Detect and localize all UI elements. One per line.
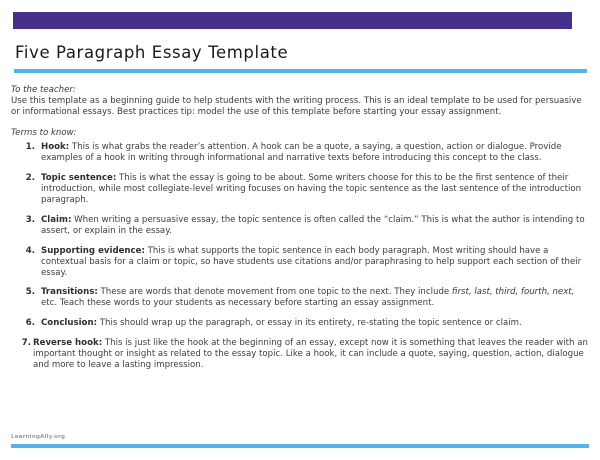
list-item-term: Reverse hook: [33, 337, 103, 348]
list-item [11, 173, 589, 206]
list-item-body: This is what the essay is going to be about. Some writers choose for this to be the first sentence of their introduction, while most collegiate-level writing focuses on having the topic sentence as the last sentence of the introduction paragraph. [41, 173, 582, 206]
footer-divider-rule [11, 444, 589, 448]
list-item-term: Supporting evidence: [41, 245, 145, 256]
terms-list [11, 142, 589, 371]
list-item-number: 1. [25, 142, 35, 153]
list-item [11, 287, 589, 309]
list-item-body: This is just like the hook at the beginning of an essay, except now it is something that leaves the reader with an important thought or insight as related to the essay topic. Like a hook, it can include a quote, saying, question, action, dialogue and more to leave a lasting impression. [33, 337, 588, 370]
list-item-term: Hook: [41, 142, 70, 153]
list-item [11, 318, 589, 329]
list-item-number: 2. [25, 173, 35, 184]
list-item-body-italic: first, last, third, fourth, next, [451, 287, 575, 298]
list-item [11, 215, 589, 237]
terms-to-know-label: Terms to know: [11, 128, 77, 139]
list-item-body: This is what grabs the reader’s attention. A hook can be a quote, a saying, a question, action or dialogue. Provide examples of a hook in writing through informational and narrative texts before introducing this concept to the class. [41, 142, 562, 164]
list-item [11, 142, 589, 164]
list-item [11, 246, 589, 279]
list-item-body: This should wrap up the paragraph, or essay in its entirety, re-stating the topic sentence or claim. [99, 318, 522, 328]
list-item-body-part1: These are words that denote movement from one topic to the next. They include [100, 287, 452, 298]
list-item-term: Transitions: [41, 287, 98, 298]
list-item-term: Topic sentence: [41, 173, 117, 184]
title-divider-rule [14, 69, 587, 73]
list-item-body: When writing a persuasive essay, the topic sentence is often called the “claim.” This is what the author is intending to assert, or explain in the essay. [41, 214, 585, 236]
list-item-term: Conclusion: [41, 318, 98, 328]
list-item-number: 5. [25, 287, 35, 298]
document-body [11, 85, 589, 379]
list-item-number: 6. [25, 318, 35, 328]
list-item-body-part2: etc. Teach these words to your students as necessary before starting an essay assignment. [41, 298, 435, 309]
header-purple-bar [13, 12, 572, 29]
list-item-term: Claim: [41, 214, 72, 225]
list-item-number: 7. [21, 337, 31, 348]
list-item [11, 338, 589, 371]
page-title: Five Paragraph Essay Template [15, 43, 289, 62]
list-item-number: 4. [25, 245, 35, 256]
list-item-number: 3. [25, 214, 35, 225]
to-the-teacher-label: To the teacher: [11, 85, 76, 95]
learning-ally-logo: LearningAlly.org [11, 434, 66, 440]
list-item-body: This is what supports the topic sentence in each body paragraph. Most writing should have a contextual basis for a claim or topic, so have students use citations and/or paraphrasing to help support each section of their essay. [41, 245, 582, 278]
to-the-teacher-paragraph: Use this template as a beginning guide to help students with the writing process. This is an ideal template to be used for persuasive or informational essays. Best practices tip: model the use of this template before starting your essay assignment. [11, 96, 582, 118]
